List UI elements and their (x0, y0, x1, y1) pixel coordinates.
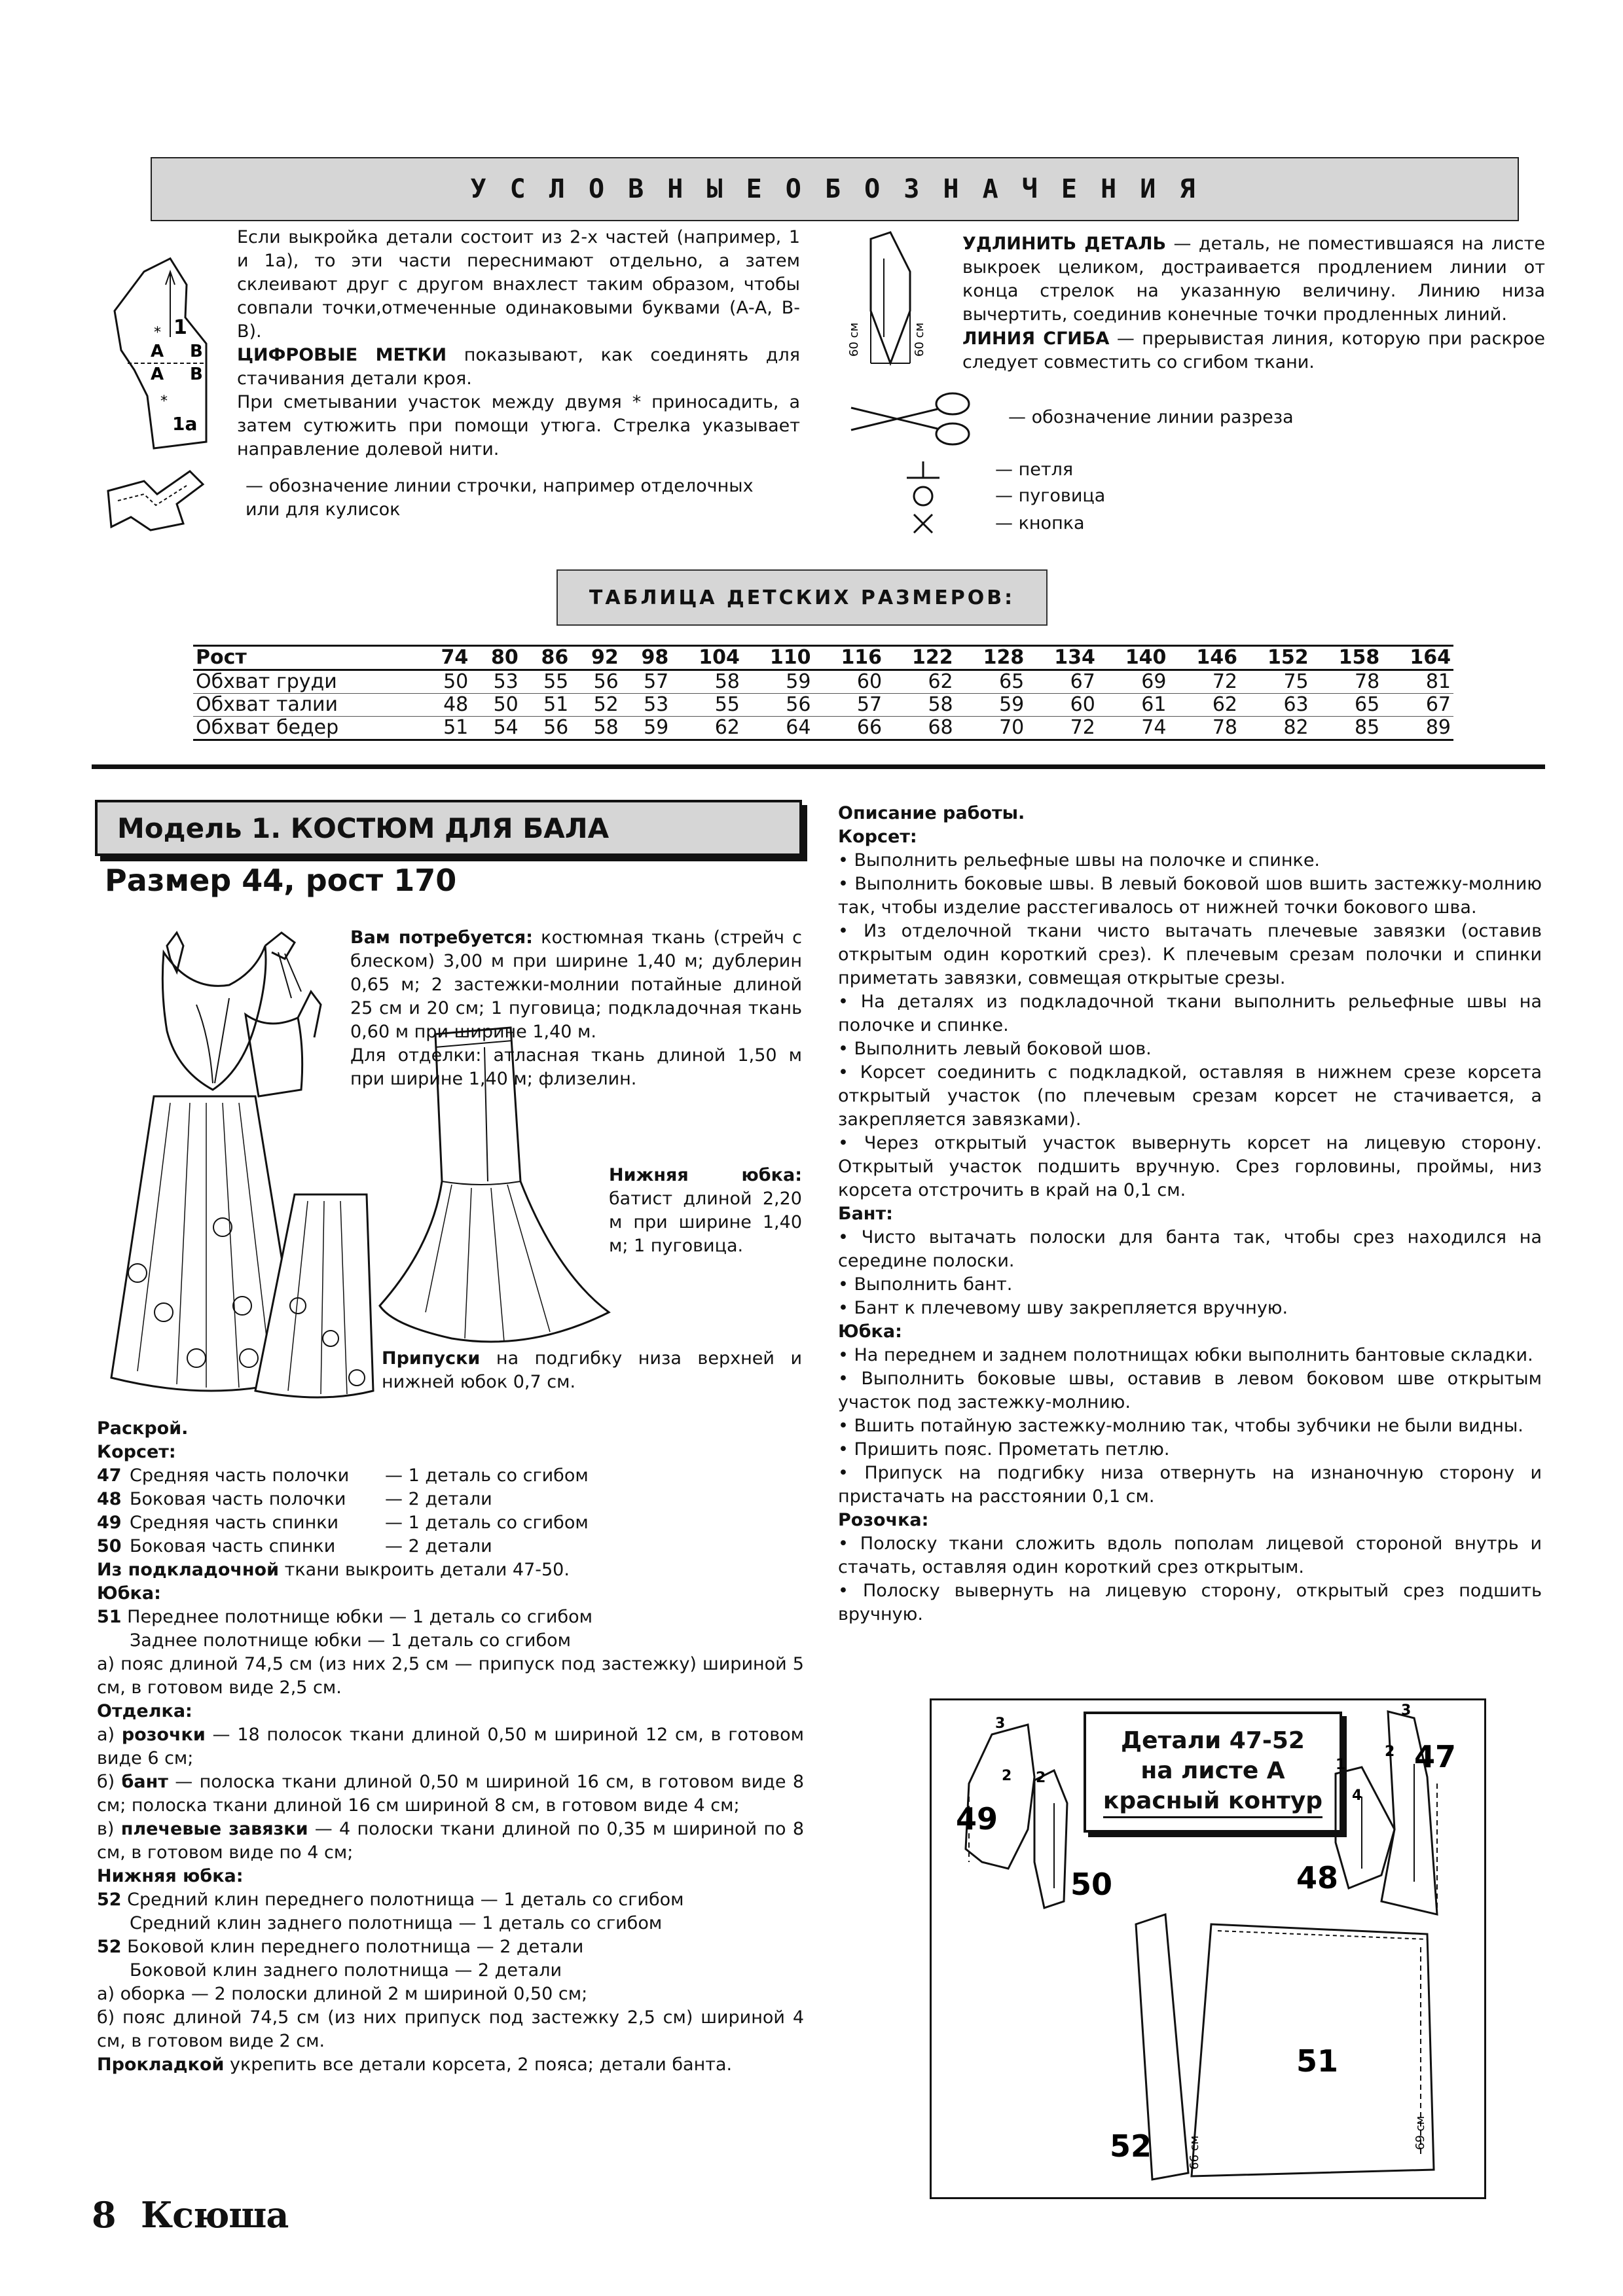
extend-cm-right: 60 см (913, 322, 926, 357)
legend-fold-text: ЛИНИЯ СГИБА — прерывистая линия, которую при раскрое следует совместить со сгибом ткани. (962, 329, 1545, 372)
scissors-icon (845, 389, 976, 448)
list-item: • На переднем и заднем полотнищах юбки выполнить бантовые складки. (838, 1345, 1533, 1365)
legend-button-text: — пуговица (995, 486, 1106, 506)
list-item: • Выполнить рельефные швы на полочке и спинке. (838, 850, 1321, 870)
list-item: • Выполнить боковые швы. В левый боковой шов вшить застежку-молнию так, чтобы изделие расстегивалось от нижней точки бокового шва. (838, 874, 1542, 918)
legend-stitch-line-text: — обозначение линии строчки, например отделочных или для кулисок (246, 476, 754, 520)
table-row: Обхват бедер 51 54 56 58 59 62 64 66 68 70 72 74 78 82 85 89 (193, 717, 1453, 740)
pattern-sheet-label: Детали 47-52 на листе А красный контур (1084, 1712, 1342, 1833)
mark-3-left: 3 (995, 1715, 1006, 1732)
svg-text:*: * (154, 325, 161, 341)
work-description: Описание работы. Корсет: • Выполнить рельефные швы на полочке и спинке. • Выполнить боковые швы. В левый боковой шов вшить застежку-молнию так, чтобы изделие расстегивалось от нижней точки бокового шва. • Из отделочной ткани чисто вытачать плечевые завязки (оставив открытым один короткий срез). К плечевым срезам полочки и спинки приметать завязки, совмещая открытые срезы. • На деталях из подкладочной ткани выполнить рельефные швы на полочке и спинке. • Выполнить левый боковой шов. • Корсет соединить с подкладкой, оставляя в нижнем срезе корсета открытый участок (по плечевым срезам корсет не стачивается, а закрепляется завязками). • Через открытый участок вывернуть корсет на лицевую сторону. Открытый участок подшить вручную. Срез горловины, проймы, низ корсета отстрочить в край на 0,1 см. Бант: • Чисто вытачать полоски для банта так, чтобы срез находился на середине полоски. • Выполнить бант. • Бант к плечевому шву закрепляется вручную. Юбка: • На переднем и заднем полотнищах юбки выполнить бантовые складки. • Выполнить боковые швы, оставив в левом боковом шве открытым участок под застежку-молнию. • Вшить потайную застежку-молнию так, чтобы зубчики не были видны. • Пришить пояс. Прометать петлю. • Припуск на подгибку низа отвернуть на изнаночную сторону и пристачать на расстоянии 0,1 см. Розочка: • Полоску ткани сложить вдоль пополам лицевой стороной внутрь и стачать, оставляя один короткий срез открытым. • Полоску вывернуть на лицевую сторону, открытый срез подшить вручную. (838, 802, 1542, 1626)
legend-cut-line-text: — обозначение линии разреза (1008, 407, 1294, 427)
table-row: Обхват талии 48 50 51 52 53 55 56 57 58 59 60 61 62 63 65 67 (193, 694, 1453, 717)
list-item: • Припуск на подгибку низа отвернуть на изнаночную сторону и пристачать на расстоянии 0,1 см. (838, 1463, 1542, 1507)
table-row: Обхват груди 50 53 55 56 57 58 59 60 62 65 67 69 72 75 78 81 (193, 670, 1453, 694)
list-item: • На деталях из подкладочной ткани выполнить рельефные швы на полочке и спинке. (838, 992, 1542, 1035)
loop-icon (903, 458, 943, 484)
extend-detail-figure (845, 232, 936, 370)
model-size: Размер 44, рост 170 (105, 863, 457, 898)
list-item: • Бант к плечевому шву закрепляется вручную. (838, 1298, 1288, 1318)
materials-text: Вам потребуется: костюмная ткань (стрейч с блеском) 3,00 м при ширине 1,40 м; дублерин 0,65 м; 2 застежки-молнии потайные длиной 25 см и 20 см; 1 пуговица; подкладочная ткань 0,60 м при ширине 1,40 м. (350, 927, 802, 1042)
button-icon (911, 484, 935, 508)
model-title-box (95, 800, 802, 856)
legend-snap-text: — кнопка (995, 513, 1085, 533)
piece-48-label: 48 (1296, 1860, 1339, 1895)
list-item: • Полоску вывернуть на лицевую сторону, открытый срез подшить вручную. (838, 1581, 1542, 1624)
list-item: • Из отделочной ткани чисто вытачать плечевые завязки (оставив открытым один короткий срез). К плечевым срезам полочки и спинки приметать завязки, совмещая открытые срезы. (838, 921, 1542, 988)
piece-50-label: 50 (1070, 1867, 1113, 1902)
model-title: Модель 1. КОСТЮМ ДЛЯ БАЛА (117, 812, 610, 844)
legend-split-text: Если выкройка детали состоит из 2-х частей (например, 1 и 1а), то эти части переснимают отдельно, а затем склеивают друг с другом внахлест таким образом, чтобы совпали точки,отмеченные одинаковыми буквами (А-А, В-В). (237, 227, 800, 342)
legend-header (151, 157, 1519, 221)
list-item: • Корсет соединить с подкладкой, оставляя в нижнем срезе корсета открытый участок (по плечевым срезам корсет не стачивается, а закрепляется завязками). (838, 1062, 1542, 1130)
cutting-section: Раскрой. Корсет: 47 Средняя часть полочки — 1 деталь со сгибом 48 Боковая часть полочки — 2 детали 49 Средняя часть спинки — 1 деталь со сгибом 50 Боковая часть спинки — 2 детали Из подкладочной ткани выкроить детали 47-50. Юбка: 51 Переднее полотнище юбки — 1 деталь со сгибом Заднее полотнище юбки — 1 деталь со сгибом а) пояс длиной 74,5 см (из них 2,5 см — припуск под застежку) шириной 5 см, в готовом виде 2,5 см. Отделка: а) розочки — 18 полосок ткани длиной 0,50 м шириной 12 см, в готовом виде 6 см; б) бант — полоска ткани длиной 0,50 м шириной 16 см, в готовом виде 8 см; полоска ткани длиной 16 см шириной 8 см, в готовом виде 4 см; в) плечевые завязки — 4 полоски ткани длиной по 0,35 м шириной по 8 см, в готовом виде по 4 см; Нижняя юбка: 52 Средний клин переднего полотнища — 1 деталь со сгибом Средний клин заднего полотнища — 1 деталь со сгибом 52 Боковой клин переднего полотнища — 2 детали Боковой клин заднего полотнища — 2 детали а) оборка — 2 полоски длиной 2 м шириной 0,50 см; б) пояс длиной 74,5 см (из них припуск под застежку 2,5 см) шириной 4 см, в готовом виде 2 см. Прокладкой укрепить все детали корсета, 2 пояса; детали банта. (97, 1418, 805, 2075)
list-item: • Пришить пояс. Прометать петлю. (838, 1439, 1170, 1460)
allowance-text: Припуски на подгибку низа верхней и нижней юбок 0,7 см. (382, 1348, 802, 1392)
mark-3-right: 3 (1401, 1702, 1412, 1719)
mark-2-right: 2 (1385, 1744, 1395, 1760)
page-number: 8 (92, 2194, 117, 2236)
legend-digit-marks: ЦИФРОВЫЕ МЕТКИ показывают, как соединять для стачивания детали кроя. (237, 345, 800, 389)
snap-icon (911, 512, 935, 535)
mark-4-right: 4 (1352, 1787, 1362, 1804)
list-item: • Полоску ткани сложить вдоль пополам лицевой стороной внутрь и стачать, оставляя один короткий срез открытым. (838, 1534, 1542, 1577)
piece-47-label: 47 (1414, 1739, 1457, 1774)
piece-49-label: 49 (956, 1801, 998, 1837)
fig-label-1: 1 (173, 316, 187, 339)
legend-loop-text: — петля (995, 459, 1074, 480)
list-item: • Вшить потайную застежку-молнию так, чтобы зубчики не были видны. (838, 1416, 1523, 1436)
split-piece-figure (108, 259, 226, 455)
section-divider (92, 764, 1545, 769)
piece-52-label: 52 (1110, 2128, 1152, 2164)
fig-label-b1: В (190, 342, 203, 361)
list-item: • Чисто вытачать полоски для банта так, чтобы срез находился на середине полоски. (838, 1227, 1542, 1271)
piece-51-label: 51 (1296, 2043, 1339, 2079)
legend-extend-text: УДЛИНИТЬ ДЕТАЛЬ — деталь, не поместившаяся на листе выкроек целиком, достраивается продлением линии от конца стрелок на указанную величину. Линию низа вычертить, соединив конечные точки продленных линий. (962, 234, 1545, 325)
magazine-title: Ксюша (141, 2194, 289, 2236)
underskirt-materials-text: Нижняя юбка: батист длиной 2,20 м при ширине 1,40 м; 1 пуговица. (609, 1165, 802, 1256)
mark-1-right: 1 (1336, 1757, 1346, 1773)
size-table-title: ТАБЛИЦА ДЕТСКИХ РАЗМЕРОВ: (556, 569, 1048, 626)
list-item: • Выполнить бант. (838, 1274, 1013, 1295)
mark-2-mid: 2 (1036, 1770, 1046, 1786)
stitch-line-figure (105, 465, 210, 537)
list-item: • Через открытый участок вывернуть корсет на лицевую сторону. Открытый участок подшить вручную. Срез горловины, проймы, низ корсета отстрочить в край на 0,1 см. (838, 1133, 1542, 1200)
size-table (193, 645, 1453, 741)
mark-2-left: 2 (1002, 1768, 1012, 1784)
pattern-pieces-diagram (930, 1698, 1486, 2199)
size-table-header: Рост 74 80 86 92 98 104 110 116 122 128 134 140 146 152 158 164 (193, 646, 1453, 670)
mark-66cm: 66 см (1188, 2135, 1201, 2170)
trim-materials-text: Для отделки: атласная ткань длиной 1,50 м при ширине 1,40 м; флизелин. (350, 1045, 802, 1089)
list-item: • Выполнить левый боковой шов. (838, 1039, 1152, 1059)
svg-text:*: * (160, 393, 168, 410)
fig-label-1a: 1а (172, 413, 198, 435)
fig-label-a1: А (151, 342, 164, 361)
list-item: • Выполнить боковые швы, оставив в левом боковом шве открытым участок под застежку-молнию. (838, 1369, 1542, 1412)
mark-69cm: 69 см (1413, 2115, 1427, 2150)
legend-title: У С Л О В Н Ы Е О Б О З Н А Ч Е Н И Я (470, 174, 1199, 204)
legend-baste-text: При сметывании участок между двумя * приносадить, а затем сутюжить при помощи утюга. Стрелка указывает направление долевой нити. (237, 392, 800, 459)
fig-label-b2: В (190, 365, 203, 384)
extend-cm-left: 60 см (847, 322, 861, 357)
fig-label-a2: А (151, 365, 164, 384)
